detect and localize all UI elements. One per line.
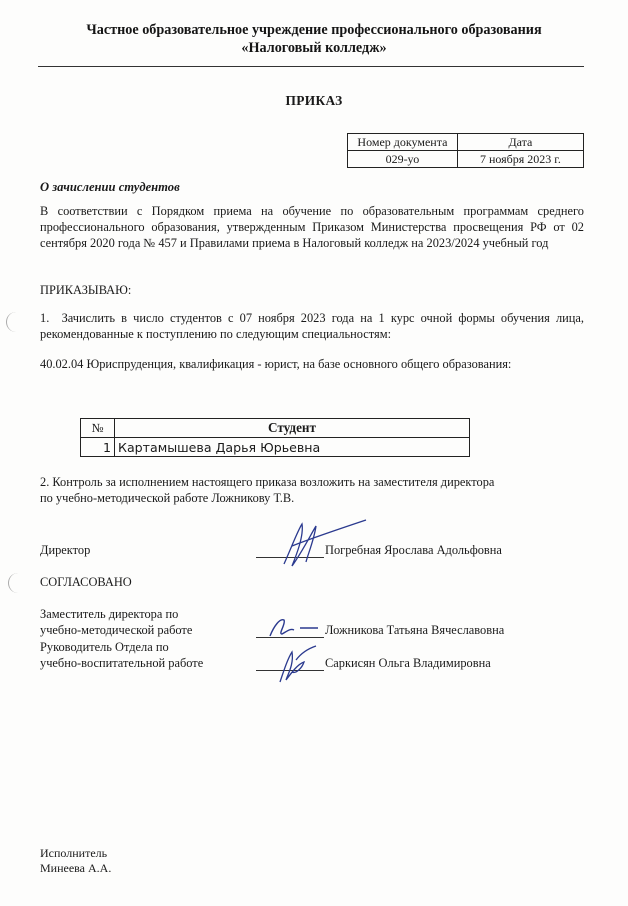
deputy-signature — [256, 612, 328, 642]
head-role-line1: Руководитель Отдела по — [40, 640, 169, 654]
specialty-line: 40.02.04 Юриспруденция, квалификация - юрист, на базе основного общего образования: — [40, 357, 512, 371]
student-name: Картамышева Дарья Юрьевна — [115, 438, 470, 457]
order-item-1 — [40, 310, 584, 342]
punch-hole-mark-top — [6, 312, 21, 332]
agreed-label: СОГЛАСОВАНО — [40, 575, 132, 589]
head-role-line2: учебно-воспитательной работе — [40, 656, 204, 670]
director-name: Погребная Ярослава Адольфовна — [325, 543, 502, 557]
head-signature — [262, 642, 324, 686]
meta-date-header: Дата — [457, 134, 583, 151]
preamble-paragraph: В соответствии с Порядком приема на обучение по образовательным программам среднего профессионального образования, утвержденным Приказом Министерства просвещения РФ от 02 сентября 2020 года № 457 и Правилами приема в Налоговый колледж на 2023/2024 учебный год — [40, 204, 584, 250]
meta-number-header: Номер документа — [348, 134, 458, 151]
institution-name-line2: «Налоговый колледж» — [241, 40, 387, 56]
students-name-header: Студент — [115, 419, 470, 438]
head-name: Саркисян Ольга Владимировна — [325, 656, 491, 670]
students-table — [80, 418, 470, 457]
students-table-header — [81, 419, 470, 438]
document-meta-table — [347, 133, 584, 168]
institution-name-line1: Частное образовательное учреждение профессионального образования — [86, 22, 542, 38]
document-title: ПРИКАЗ — [285, 93, 343, 108]
order-item-1-text: Зачислить в число студентов с 07 ноября 2023 года на 1 курс очной формы обучения лица, рекомендованные к поступлению по следующим специальностям: — [40, 311, 584, 341]
deputy-name: Ложникова Татьяна Вячеславовна — [325, 623, 505, 637]
executor-label: Исполнитель — [40, 846, 108, 860]
director-role: Директор — [40, 543, 91, 557]
student-num: 1 — [81, 438, 115, 457]
document-number: 029-уо — [348, 151, 458, 168]
document-subject: О зачислении студентов — [40, 180, 180, 194]
header-divider — [38, 66, 584, 67]
punch-hole-mark-bottom — [8, 573, 23, 593]
table-row — [81, 438, 470, 457]
deputy-role-line2: учебно-методической работе — [40, 623, 193, 637]
order-word: ПРИКАЗЫВАЮ: — [40, 283, 132, 297]
order-item-2-line2: по учебно-методической работе Ложникову Т.В. — [40, 491, 295, 505]
document-date: 7 ноября 2023 г. — [457, 151, 583, 168]
executor-name: Минеева А.А. — [40, 861, 112, 875]
order-item-2-line1: 2. Контроль за исполнением настоящего приказа возложить на заместителя директора — [40, 475, 495, 489]
students-num-header: № — [81, 419, 115, 438]
deputy-role-line1: Заместитель директора по — [40, 607, 179, 621]
order-item-1-number: 1. — [40, 311, 50, 325]
